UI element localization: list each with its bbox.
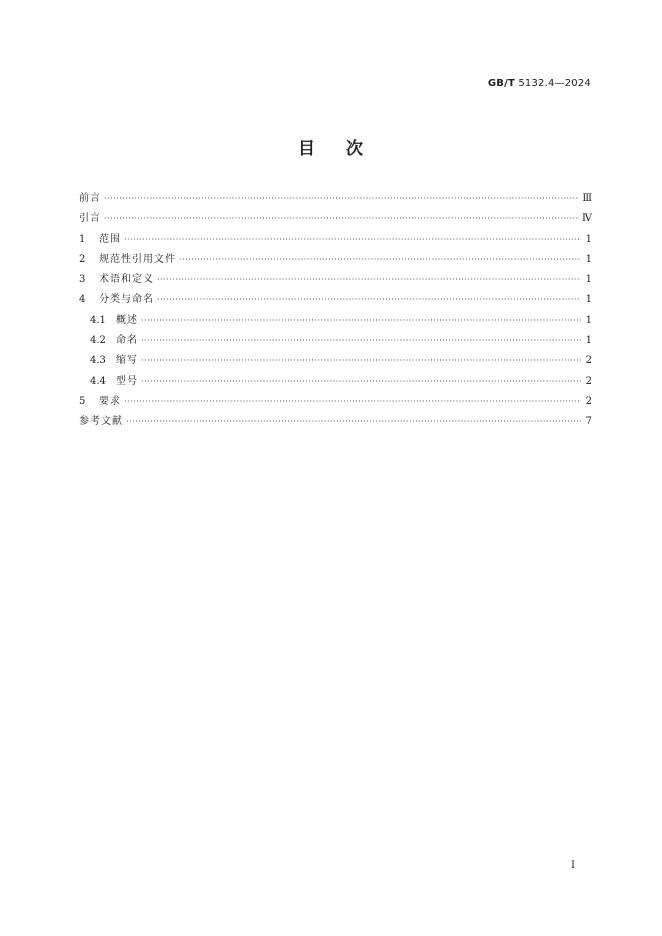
toc-entry-page: 7: [585, 416, 592, 428]
toc-entry-number: 3: [79, 274, 86, 286]
toc-entry-4-3[interactable]: [79, 351, 592, 371]
toc-entry-number: 5: [79, 395, 86, 407]
toc-leader-dots: [157, 290, 581, 310]
toc-entry-number: 4.2: [90, 335, 106, 347]
toc-leader-dots: [124, 230, 581, 250]
toc-entry-page: 1: [585, 253, 592, 265]
toc-entry-label: 命名: [116, 335, 138, 347]
toc-entry-page: 2: [585, 375, 592, 387]
toc-entry-label: 型号: [116, 375, 138, 387]
toc-entry-label: 引言: [79, 213, 101, 225]
toc-entry-label: 规范性引用文件: [99, 253, 176, 265]
toc-leader-dots: [141, 311, 581, 331]
toc-entry-label: 参考文献: [79, 416, 123, 428]
toc-entry-4[interactable]: [79, 290, 592, 310]
toc-entry-4-2[interactable]: [79, 331, 592, 351]
toc-entry-page: 1: [585, 274, 592, 286]
toc-title-char-2: 次: [346, 139, 364, 159]
toc-entry-label: 缩写: [116, 355, 138, 367]
toc-entry-label: 要求: [99, 395, 121, 407]
toc-entry-4-1[interactable]: [79, 311, 592, 331]
table-of-contents: [79, 189, 592, 433]
toc-leader-dots: [141, 331, 581, 351]
toc-leader-dots: [126, 412, 581, 432]
toc-entry-page: Ⅲ: [582, 193, 592, 204]
toc-title: [0, 134, 662, 159]
toc-entry-page: 1: [585, 314, 592, 326]
toc-leader-dots: [141, 372, 581, 392]
toc-leader-dots: [104, 189, 579, 209]
toc-entry-label: 术语和定义: [99, 274, 154, 286]
toc-entry-bibliography[interactable]: [79, 412, 592, 432]
toc-entry-introduction[interactable]: [79, 209, 592, 229]
toc-leader-dots: [141, 351, 581, 371]
toc-entry-label: 概述: [116, 314, 138, 326]
page-number: I: [571, 860, 575, 871]
toc-leader-dots: [124, 392, 581, 412]
toc-entry-page: 1: [585, 233, 592, 245]
toc-entry-number: 1: [79, 233, 86, 245]
toc-entry-3[interactable]: [79, 270, 592, 290]
toc-entry-5[interactable]: [79, 392, 592, 412]
toc-leader-dots: [157, 270, 581, 290]
toc-entry-page: 1: [585, 335, 592, 347]
toc-entry-number: 4.4: [90, 375, 106, 387]
toc-entry-number: 2: [79, 253, 86, 265]
toc-entry-page: 2: [585, 395, 592, 407]
toc-entry-number: 4.3: [90, 355, 106, 367]
toc-title-char-1: 目: [298, 139, 316, 159]
toc-entry-page: Ⅳ: [582, 213, 592, 225]
toc-entry-4-4[interactable]: [79, 372, 592, 392]
toc-entry-number: 4: [79, 294, 86, 306]
toc-entry-foreword[interactable]: [79, 189, 592, 209]
toc-entry-label: 前言: [79, 193, 101, 204]
standard-number: 5132.4—2024: [518, 78, 591, 89]
toc-entry-label: 范围: [99, 233, 121, 245]
standard-prefix: GB/T: [487, 78, 515, 89]
toc-entry-number: 4.1: [90, 314, 106, 326]
toc-leader-dots: [104, 209, 579, 229]
toc-entry-2[interactable]: [79, 250, 592, 270]
toc-leader-dots: [179, 250, 581, 270]
toc-entry-page: 2: [585, 355, 592, 367]
toc-entry-1[interactable]: [79, 230, 592, 250]
standard-code: [488, 78, 591, 89]
toc-entry-label: 分类与命名: [99, 294, 154, 306]
toc-entry-page: 1: [585, 294, 592, 306]
